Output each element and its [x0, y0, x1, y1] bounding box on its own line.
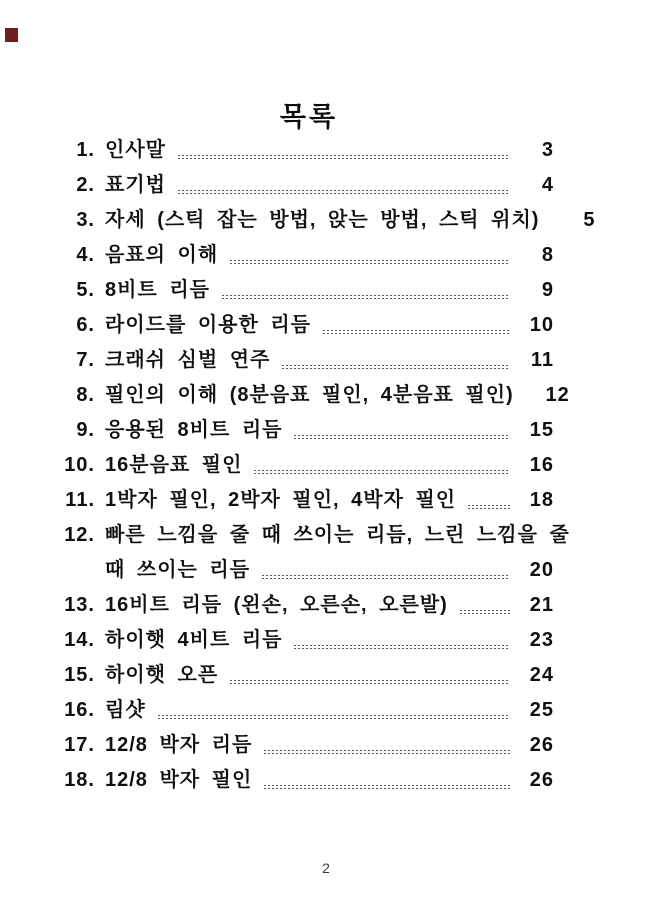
toc-item-number: 12.	[64, 524, 95, 546]
toc-item	[64, 203, 596, 238]
toc-item	[64, 728, 554, 763]
toc-item	[64, 763, 554, 798]
toc-item-title: 때 쓰이는 리듬	[105, 559, 251, 581]
dotted-leader	[323, 330, 510, 335]
toc-item-number: 9.	[76, 419, 95, 441]
dotted-leader	[282, 365, 510, 370]
dotted-leader	[178, 155, 510, 160]
toc-item	[64, 413, 554, 448]
toc-item-title: 16분음표 필인	[105, 454, 243, 476]
toc-item	[64, 623, 554, 658]
toc-item-number: 13.	[64, 594, 95, 616]
toc-item-page: 26	[529, 769, 554, 791]
toc-item-title: 음표의 이해	[105, 244, 219, 266]
toc-item	[64, 133, 554, 168]
toc-item-title: 표기법	[105, 174, 166, 196]
toc-item-title: 응용된 8비트 리듬	[105, 419, 283, 441]
toc-item-title: 인사말	[105, 139, 166, 161]
toc-item-number: 6.	[76, 314, 95, 336]
toc-item-number: 7.	[76, 349, 95, 371]
toc-item-page: 20	[529, 559, 554, 581]
toc-item-page: 8	[541, 244, 554, 266]
toc-item-page: 25	[529, 699, 554, 721]
toc-item-page: 9	[541, 279, 554, 301]
toc-item-page: 3	[541, 139, 554, 161]
dotted-leader	[158, 715, 510, 720]
toc-item-title: 12/8 박자 필인	[105, 769, 253, 791]
toc-item-title: 하이햇 오픈	[105, 664, 219, 686]
toc-item-number: 4.	[76, 244, 95, 266]
toc-item-number: 17.	[64, 734, 95, 756]
toc-item-page: 12	[545, 384, 570, 406]
toc-item-title: 12/8 박자 리듬	[105, 734, 253, 756]
toc-item-number: 3.	[76, 209, 95, 231]
dotted-leader	[468, 505, 510, 510]
toc-item-number: 5.	[76, 279, 95, 301]
page-title: 목록	[279, 102, 339, 132]
dotted-leader	[264, 785, 510, 790]
toc-item	[64, 658, 554, 693]
toc-item-title: 1박자 필인, 2박자 필인, 4박자 필인	[105, 489, 457, 511]
toc-item-number: 14.	[64, 629, 95, 651]
toc-item	[64, 553, 554, 588]
toc-item-page: 4	[541, 174, 554, 196]
toc-item-number: 1.	[76, 139, 95, 161]
dotted-leader	[294, 435, 510, 440]
toc-item-page: 11	[530, 349, 554, 371]
toc-item-page: 10	[529, 314, 554, 336]
toc-item-page: 26	[529, 734, 554, 756]
dotted-leader	[230, 260, 510, 265]
footer-page-number: 2	[322, 860, 330, 876]
toc-item	[64, 273, 554, 308]
toc-item-title: 라이드를 이용한 리듬	[105, 314, 311, 336]
toc-item-number: 15.	[64, 664, 95, 686]
toc-item-title: 림샷	[105, 699, 146, 721]
dotted-leader	[222, 295, 510, 300]
toc-item-page: 15	[529, 419, 554, 441]
toc-item	[64, 448, 554, 483]
toc-item	[64, 483, 554, 518]
toc-item-page: 5	[583, 209, 596, 231]
toc-item	[64, 168, 554, 203]
toc-item-number: 16.	[64, 699, 95, 721]
dotted-leader	[178, 190, 510, 195]
toc-item-page: 18	[529, 489, 554, 511]
toc-item-title: 하이햇 4비트 리듬	[105, 629, 283, 651]
dotted-leader	[230, 680, 510, 685]
toc-item-page: 24	[529, 664, 554, 686]
toc-item-title: 크래쉬 심벌 연주	[105, 349, 271, 371]
dotted-leader	[460, 610, 510, 615]
toc-item	[64, 378, 570, 413]
toc-item-title: 빠른 느낌을 줄 때 쓰이는 리듬, 느린 느낌을 줄	[105, 524, 570, 546]
toc-item-page: 16	[529, 454, 554, 476]
toc-item	[64, 238, 554, 273]
toc-item	[64, 343, 554, 378]
toc-list	[64, 133, 596, 798]
toc-item-title: 자세 (스틱 잡는 방법, 앉는 방법, 스틱 위치)	[105, 209, 540, 231]
dotted-leader	[294, 645, 510, 650]
toc-item	[64, 693, 554, 728]
toc-item-page: 23	[529, 629, 554, 651]
toc-item-number: 2.	[76, 174, 95, 196]
toc-item-number: 10.	[64, 454, 95, 476]
toc-item-page: 21	[529, 594, 554, 616]
toc-item-title: 8비트 리듬	[105, 279, 210, 301]
toc-item	[64, 308, 554, 343]
red-marker	[5, 28, 18, 42]
toc-item-title: 16비트 리듬 (왼손, 오른손, 오른발)	[105, 594, 448, 616]
toc-item-number: 8.	[76, 384, 95, 406]
toc-item	[64, 518, 570, 553]
dotted-leader	[264, 750, 510, 755]
dotted-leader	[254, 470, 510, 475]
toc-item-number: 11.	[65, 489, 95, 511]
toc-item-title: 필인의 이해 (8분음표 필인, 4분음표 필인)	[105, 384, 514, 406]
toc-item-number: 18.	[64, 769, 95, 791]
toc-item	[64, 588, 554, 623]
dotted-leader	[262, 575, 510, 580]
